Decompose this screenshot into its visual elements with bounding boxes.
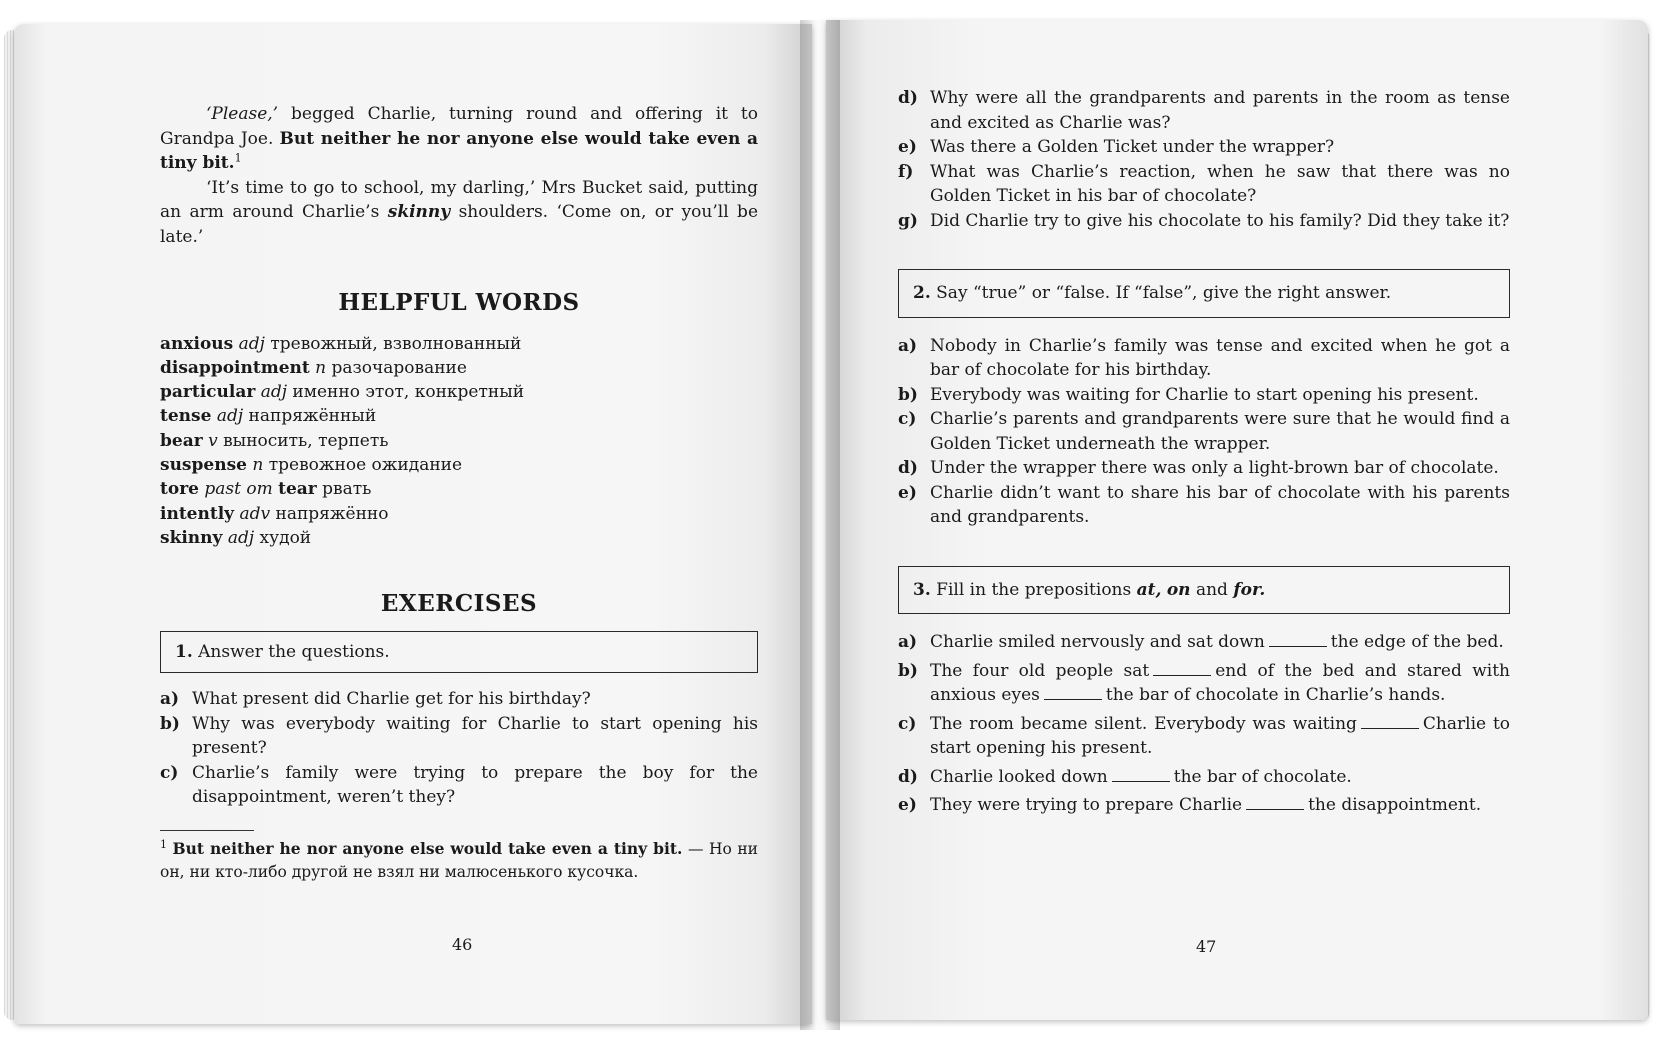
exercise-1-number: 1. (175, 641, 193, 662)
answer-blank[interactable] (1269, 632, 1327, 647)
footnote-divider (160, 830, 254, 831)
exercise-1-title: Answer the questions. (198, 641, 390, 662)
footnote: $^1$ But neither he nor anyone else would take even a tiny bit. — Но ни он, ни кто-либо другой не взял ни малюсенького кусочка. (160, 837, 758, 881)
answer-blank[interactable] (1112, 767, 1170, 782)
answer-blank[interactable] (1361, 714, 1419, 729)
exercise-1-questions (160, 687, 758, 810)
vocab-item: tense adj напряжённый (160, 406, 377, 427)
question-item: f) What was Charlie’s reaction, when he saw that there was no Golden Ticket in his bar of chocolate? (898, 161, 1510, 206)
exercise-3-box: 3. Fill in the prepositions at, on and for. (898, 566, 1510, 615)
story-paragraph-1 (160, 102, 758, 176)
exercise-1-questions-continued (898, 86, 1510, 233)
answer-blank[interactable] (1246, 795, 1304, 810)
exercise-3-number: 3. (913, 579, 931, 600)
fill-in-item: b) The four old people sat end of the bed and stared with anxious eyes the bar of chocolate in Charlie’s hands. (898, 660, 1510, 705)
vocab-item: particular adj именно этот, конкретный (160, 382, 525, 403)
question-item: a) What present did Charlie get for his birthday? (160, 689, 591, 710)
book-gutter-shadow (800, 20, 840, 1030)
question-item: d) Why were all the grandparents and parents in the room as tense and excited as Charlie was? (898, 88, 1510, 133)
para1-text: begged Charlie, turning round and offering it to Grandpa Joe. (160, 104, 758, 149)
exercise-3-title: Fill in the prepositions (936, 579, 1132, 600)
answer-blank[interactable] (1153, 661, 1211, 676)
statement-item: e) Charlie didn’t want to share his bar of chocolate with his parents and grandparents. (898, 482, 1510, 527)
vocab-item: intently adv напряжённо (160, 503, 389, 524)
statement-item: a) Nobody in Charlie’s family was tense and excited when he got a bar of chocolate for his birthday. (898, 335, 1510, 380)
vocab-item: tore past от tear рвать (160, 479, 372, 500)
exercise-2-box (898, 269, 1510, 318)
exercise-1-box (160, 631, 758, 674)
statement-item: c) Charlie’s parents and grandparents were sure that he would find a Golden Ticket underneath the wrapper. (898, 409, 1510, 454)
page-number-right: 47 (1196, 937, 1217, 956)
question-item: b) Why was everybody waiting for Charlie to start opening his present? (160, 713, 758, 759)
fill-in-item: e) They were trying to prepare Charlie the disappointment. (898, 795, 1482, 815)
vocab-item: anxious adj тревожный, взволнованный (160, 333, 522, 354)
page-stack-left (4, 30, 14, 1020)
para2-start: ‘It’s time to go to school, my darling,’ Mrs Bucket said, putting an arm around Charlie’s (160, 177, 758, 222)
quote-please: ‘Please,’ (206, 104, 279, 124)
question-item: c) Charlie’s family were trying to prepare the boy for the disappointment, weren’t they? (160, 762, 758, 808)
exercise-2-statements (898, 334, 1510, 530)
exercise-3-sentences (898, 630, 1510, 818)
fill-in-item: d) Charlie looked down the bar of chocolate. (898, 766, 1352, 787)
exercise-2-title: Say “true” or “false. If “false”, give the right answer. (936, 283, 1392, 303)
page-number-left: 46 (452, 935, 473, 954)
para2-end: shoulders. ‘Come on, or you’ll be late.’ (160, 202, 759, 247)
answer-blank[interactable] (1044, 685, 1102, 700)
exercise-2-number: 2. (913, 283, 931, 303)
question-item: g) Did Charlie try to give his chocolate to his family? Did they take it? (898, 210, 1510, 231)
fill-in-item: c) The room became silent. Everybody was waiting Charlie to start opening his present. (898, 713, 1511, 758)
statement-item: d) Under the wrapper there was only a light-brown bar of chocolate. (898, 458, 1499, 478)
helpful-words-heading: HELPFUL WORDS (338, 289, 580, 316)
footnote-ref: 1 (234, 151, 242, 165)
right-page-content (898, 86, 1510, 818)
vocab-list (160, 332, 758, 551)
exercises-heading: EXERCISES (380, 590, 538, 618)
para2-bold-italic: skinny (387, 202, 451, 222)
left-page-content (160, 102, 758, 884)
story-paragraph-2 (160, 176, 758, 250)
vocab-item: disappointment n разочарование (160, 357, 467, 378)
vocab-item: bear v выносить, терпеть (160, 430, 389, 451)
fill-in-item: a) Charlie smiled nervously and sat down the edge of the bed. (898, 632, 1504, 652)
vocab-item: suspense n тревожное ожидание (160, 454, 463, 475)
statement-item: b) Everybody was waiting for Charlie to start opening his present. (898, 384, 1479, 405)
vocab-item: skinny adj худой (160, 527, 312, 548)
question-item: e) Was there a Golden Ticket under the wrapper? (898, 137, 1335, 157)
para1-bold: But neither he nor anyone else would take even a tiny bit. (160, 128, 759, 173)
